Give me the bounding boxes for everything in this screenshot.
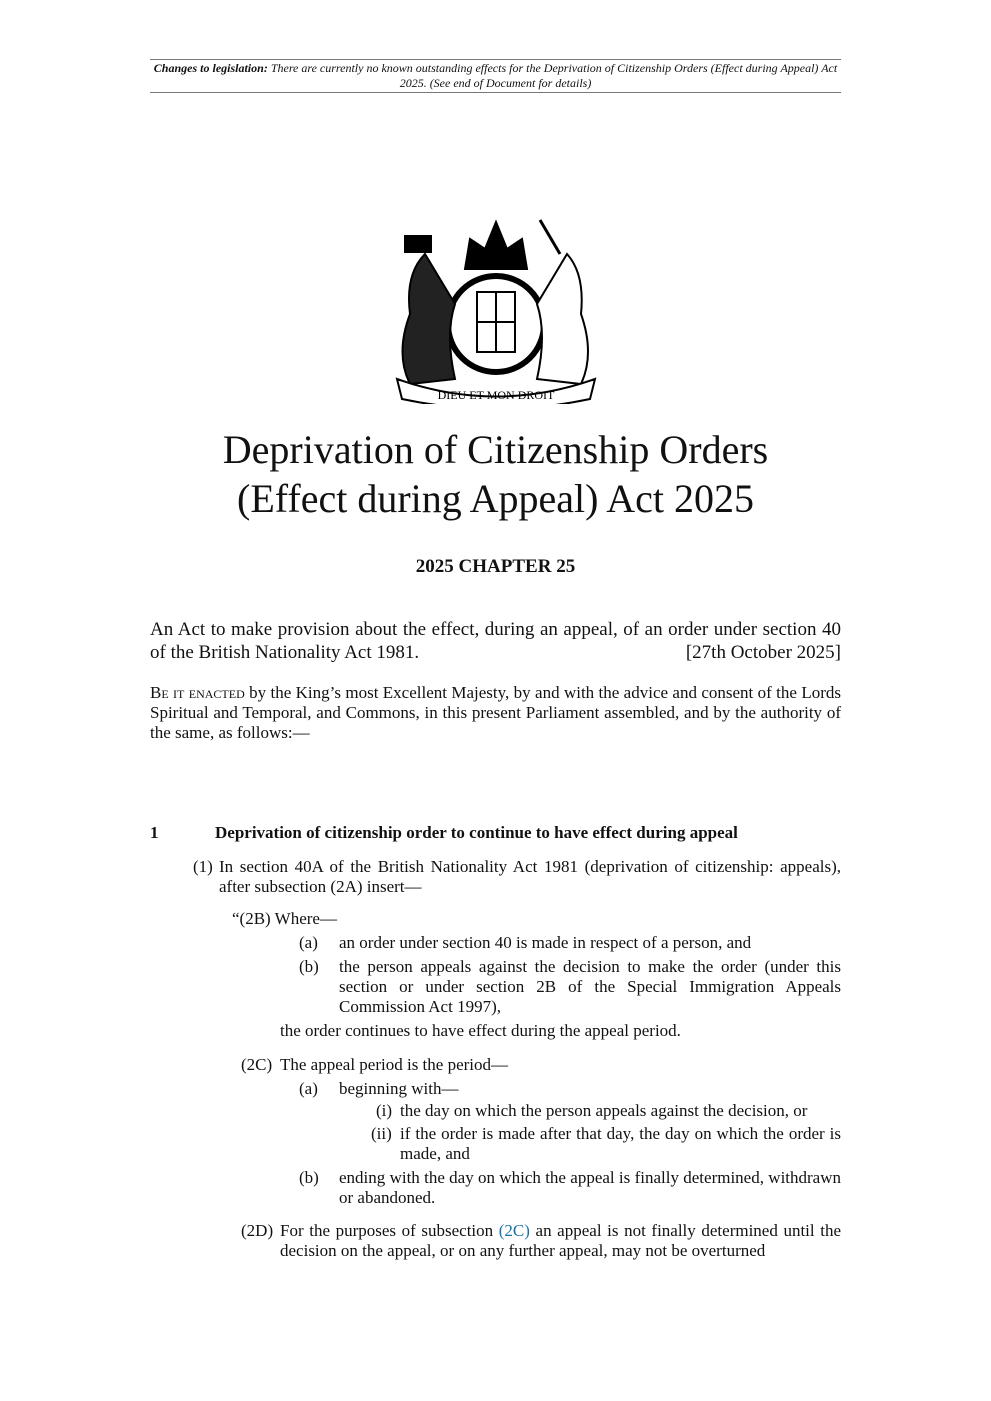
subsection-2c-link[interactable]: (2C) (498, 1221, 530, 1240)
royal-coat-of-arms-logo (385, 214, 607, 404)
changes-label: Changes to legislation: (153, 61, 268, 75)
royal-assent-date: [27th October 2025] (685, 642, 841, 663)
subsection-2b: “(2B) Where— (232, 909, 337, 928)
enacting-lead: Be it enacted (150, 683, 245, 702)
para-2b-b-number: (b) (299, 957, 319, 976)
section-heading: Deprivation of citizenship order to continue to have effect during appeal (215, 823, 738, 842)
subsection-2b-tail: the order continues to have effect during the appeal period. (280, 1021, 681, 1040)
subpara-ii-text: if the order is made after that day, the day on which the order is made, and (400, 1124, 841, 1163)
para-2c-b-text: ending with the day on which the appeal is finally determined, withdrawn or abandoned. (339, 1168, 841, 1207)
s2d-text-pre: For the purposes of subsection (280, 1221, 499, 1240)
long-title-text: An Act to make provision about the effect, during an appeal, of an order under section 40 of the British Nationality Act 1981. (150, 619, 841, 663)
header-rule-top (150, 59, 841, 60)
subsection-2c-text: The appeal period is the period— (280, 1055, 509, 1074)
para-2c-b-number: (b) (299, 1168, 319, 1187)
svg-text:DIEU ET MON DROIT: DIEU ET MON DROIT (437, 388, 555, 402)
subpara-i-text: the day on which the person appeals against the decision, or (400, 1101, 808, 1120)
header-rule-bottom (150, 92, 841, 93)
act-title (150, 425, 841, 523)
subpara-i-number: (i) (376, 1101, 393, 1120)
changes-banner (150, 61, 841, 91)
subsection-2d-number: (2D) (241, 1221, 274, 1240)
s2d-text-post: an appeal is not finally determined until the decision on the appeal, or on any further appeal, may not be overturned (280, 1221, 841, 1260)
title-line-1: Deprivation of Citizenship Orders (222, 427, 769, 472)
long-title (150, 618, 841, 664)
enacting-text: by the King’s most Excellent Majesty, by and with the advice and consent of the Lords Spiritual and Temporal, and Commons, in this present Parliament assembled, and by the authority of the same, as follows:— (150, 683, 841, 742)
para-2c-a-text: beginning with— (339, 1079, 459, 1098)
enacting-formula (150, 683, 841, 743)
para-2c-a-number: (a) (299, 1079, 318, 1098)
title-line-2: (Effect during Appeal) Act 2025 (237, 476, 754, 521)
para-2b-b-text: the person appeals against the decision to make the order (under this section or under section 2B of the Special Immigration Appeals Commission Act 1997), (339, 957, 841, 1016)
subsection-2d-text (280, 1221, 841, 1261)
para-2b-a-text: an order under section 40 is made in respect of a person, and (339, 933, 752, 952)
subsection-2c-number: (2C) (241, 1055, 273, 1074)
para-2b-a-number: (a) (299, 933, 318, 952)
chapter-number: 2025 CHAPTER 25 (415, 556, 576, 577)
subsection-1-text: In section 40A of the British Nationality Act 1981 (deprivation of citizenship: appeals), after subsection (2A) insert— (219, 857, 841, 896)
section-number: 1 (150, 823, 159, 842)
changes-text: There are currently no known outstanding effects for the Deprivation of Citizenship Orders (Effect during Appeal) Act 2025. (See end of Document for details) (270, 61, 838, 90)
subsection-1-number: (1) (193, 857, 213, 876)
subpara-ii-number: (ii) (371, 1124, 392, 1143)
